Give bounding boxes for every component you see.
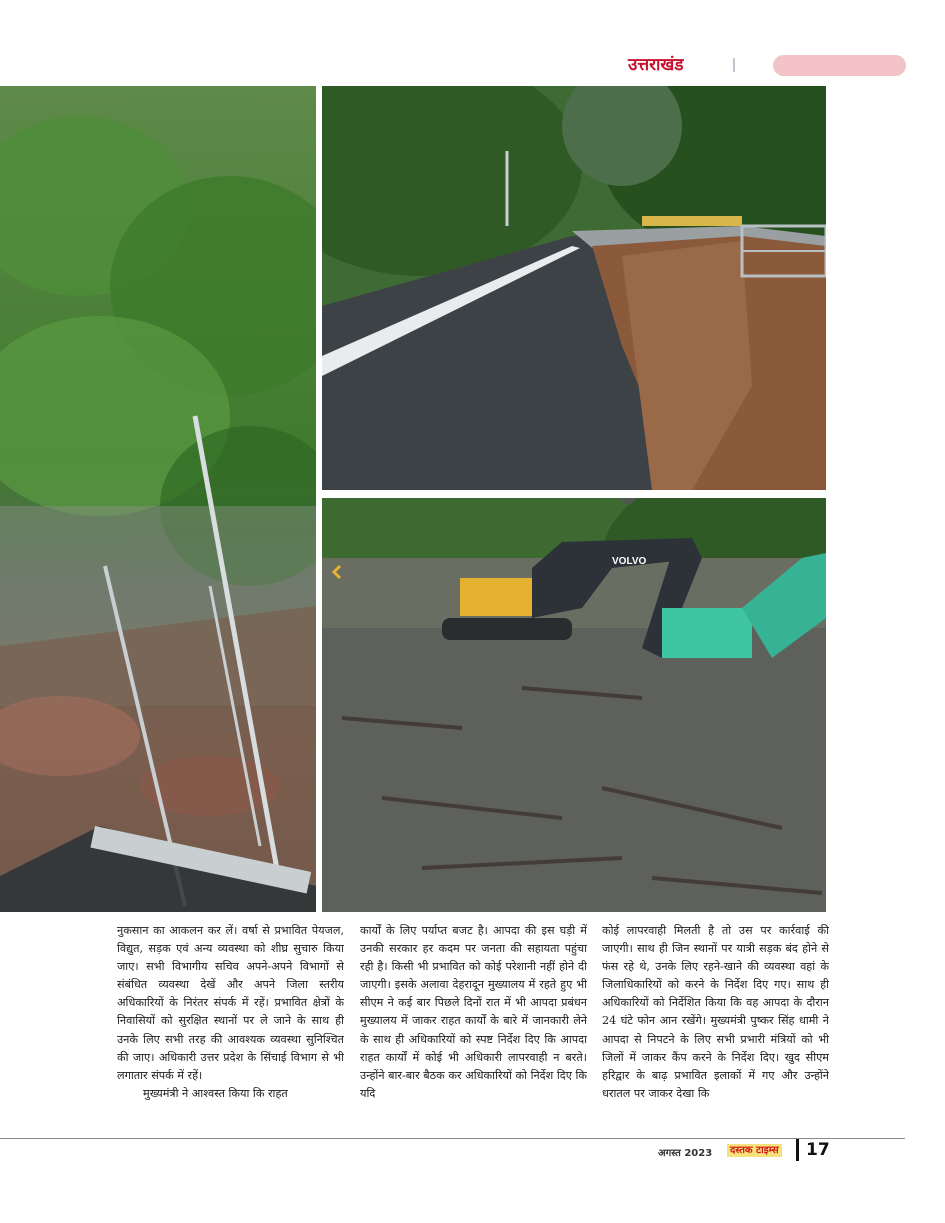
machine-brand-label — [612, 556, 646, 567]
footer-date: अगस्त 2023 — [658, 1148, 713, 1159]
landslide-mountain-photo — [0, 86, 316, 912]
svg-text:VOLVO: VOLVO — [612, 556, 647, 567]
paragraph: कार्यों के लिए पर्याप्त बजट है। आपदा की इस घड़ी में उनकी सरकार हर कदम पर जनता की सहायता पहुंचा रही है। किसी भी प्रभावित को कोई परेशानी नहीं होने दी जाएगी। इसके अलावा देहरादून मुख्यालय में रहते हुए भी सीएम ने कई बार पिछले दिनों रात में भी आपदा प्रबंधन मुख्यालय में जाकर राहत कार्यों के बारे में जानकारी लेने के साथ ही अधिकारियों को स्पष्ट निर्देश दिए कि आपदा राहत कार्यों में कोई भी अधिकारी लापरवाही न बरते। उन्होंने बार-बार बैठक कर अधिकारियों को निर्देश दिए कि यदि — [360, 924, 587, 1100]
paragraph: मुख्यमंत्री ने आश्वस्त किया कि राहत — [143, 1086, 288, 1100]
header-separator — [733, 58, 735, 72]
footer-rule — [0, 1138, 905, 1139]
article-column-2 — [360, 922, 587, 1128]
paragraph: कोई लापरवाही मिलती है तो उस पर कार्रवाई की जाएगी। साथ ही जिन स्थानों पर यात्री सड़क बंद होने से फंस रहे थे, उनके लिए रहने-खाने की व्यवस्था वहां के जिलाधिकारियों को करने के निर्देश दिए गए। साथ ही अधिकारियों को निर्देशित किया कि वह आपदा के दौरान 24 घंटे फोन आन रखेंगे। मुख्यमंत्री पुष्कर सिंह धामी ने आपदा से निपटने के लिए सभी प्रभारी मंत्रियों को भी जिलों में जाकर कैंप करने के निर्देश दिए। खुद सीएम हरिद्वार के बाढ़ प्रभावित इलाकों में गए और उन्होंने धरातल पर जाकर देखा कि — [602, 924, 829, 1100]
section-label: उत्तराखंड — [628, 55, 684, 75]
header-pill-decoration — [773, 55, 906, 76]
excavator-debris-photo — [322, 498, 826, 912]
article-column-3 — [602, 922, 829, 1128]
footer-divider — [796, 1139, 799, 1161]
paragraph: नुकसान का आकलन कर लें। वर्षा से प्रभावित पेयजल, विद्युत, सड़क एवं अन्य व्यवस्था को शीघ्र सुचारु किया जाए। सभी विभागीय सचिव अपने-अपने विभागों से संबंधित व्यवस्था देखें और अपने जिला स्तरीय अधिकारियों के निरंतर संपर्क में रहें। प्रभावित क्षेत्रों के निवासियों को सुरक्षित स्थानों पर ले जाने के साथ ही उनके लिए सभी तरह की आवश्यक व्यवस्था सुनिश्चित की जाए। अधिकारी उत्तर प्रदेश के सिंचाई विभाग से भी लगातार संपर्क में रहें। — [117, 924, 344, 1082]
collapsed-road-photo — [322, 86, 826, 490]
article-column-1 — [117, 922, 344, 1128]
page-number: 17 — [806, 1140, 830, 1160]
footer-brand-logo: दस्तक टाइम्स — [727, 1144, 782, 1157]
